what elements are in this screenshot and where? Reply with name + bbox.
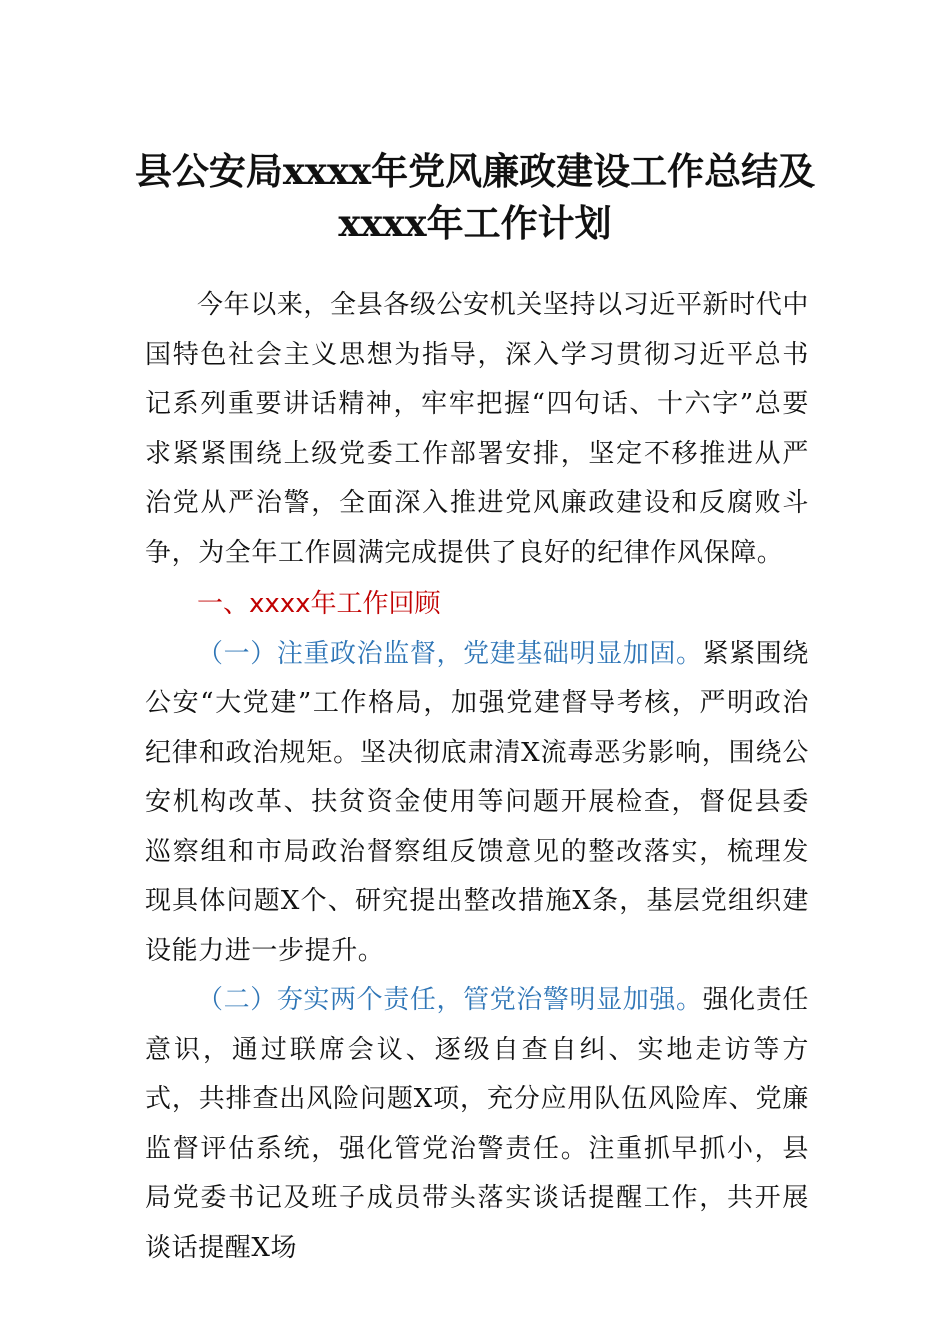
document-body <box>145 281 809 1273</box>
item-paragraph-1 <box>145 630 809 977</box>
intro-paragraph: 今年以来，全县各级公安机关坚持以习近平新时代中国特色社会主义思想为指导，深入学习贯彻习近平总书记系列重要讲话精神，牢牢把握“四句话、十六字”总要求紧紧围绕上级党委工作部署安排，坚定不移推进从严治党从严治警，全面深入推进党风廉政建设和反腐败斗争，为全年工作圆满完成提供了良好的纪律作风保障。 <box>145 290 809 568</box>
document-title-line2: xxxx年工作计划 <box>338 201 612 245</box>
section-heading-review: 一、xxxx年工作回顾 <box>197 589 441 619</box>
item-body-2: 强化责任意识，通过联席会议、逐级自查自纠、实地走访等方式，共排查出风险问题X项，充分应用队伍风险库、党廉监督评估系统，强化管党治警责任。注重抓早抓小，县局党委书记及班子成员带头落实谈话提醒工作，共开展谈话提醒X场 <box>145 985 809 1263</box>
item-paragraph-2 <box>145 976 809 1273</box>
item-heading-1: （一）注重政治监督，党建基础明显加固。 <box>197 638 703 669</box>
item-body-1: 紧紧围绕公安“大党建”工作格局，加强党建督导考核，严明政治纪律和政治规矩。坚决彻底肃清X流毒恶劣影响，围绕公安机构改革、扶贫资金使用等问题开展检查，督促县委巡察组和市局政治督察组反馈意见的整改落实，梳理发现具体问题X个、研究提出整改措施X条，基层党组织建设能力进一步提升。 <box>145 638 809 966</box>
item-heading-2: （二）夯实两个责任，管党治警明显加强。 <box>197 985 703 1015</box>
document-title-line1: 县公安局xxxx年党风廉政建设工作总结及 <box>134 149 816 193</box>
